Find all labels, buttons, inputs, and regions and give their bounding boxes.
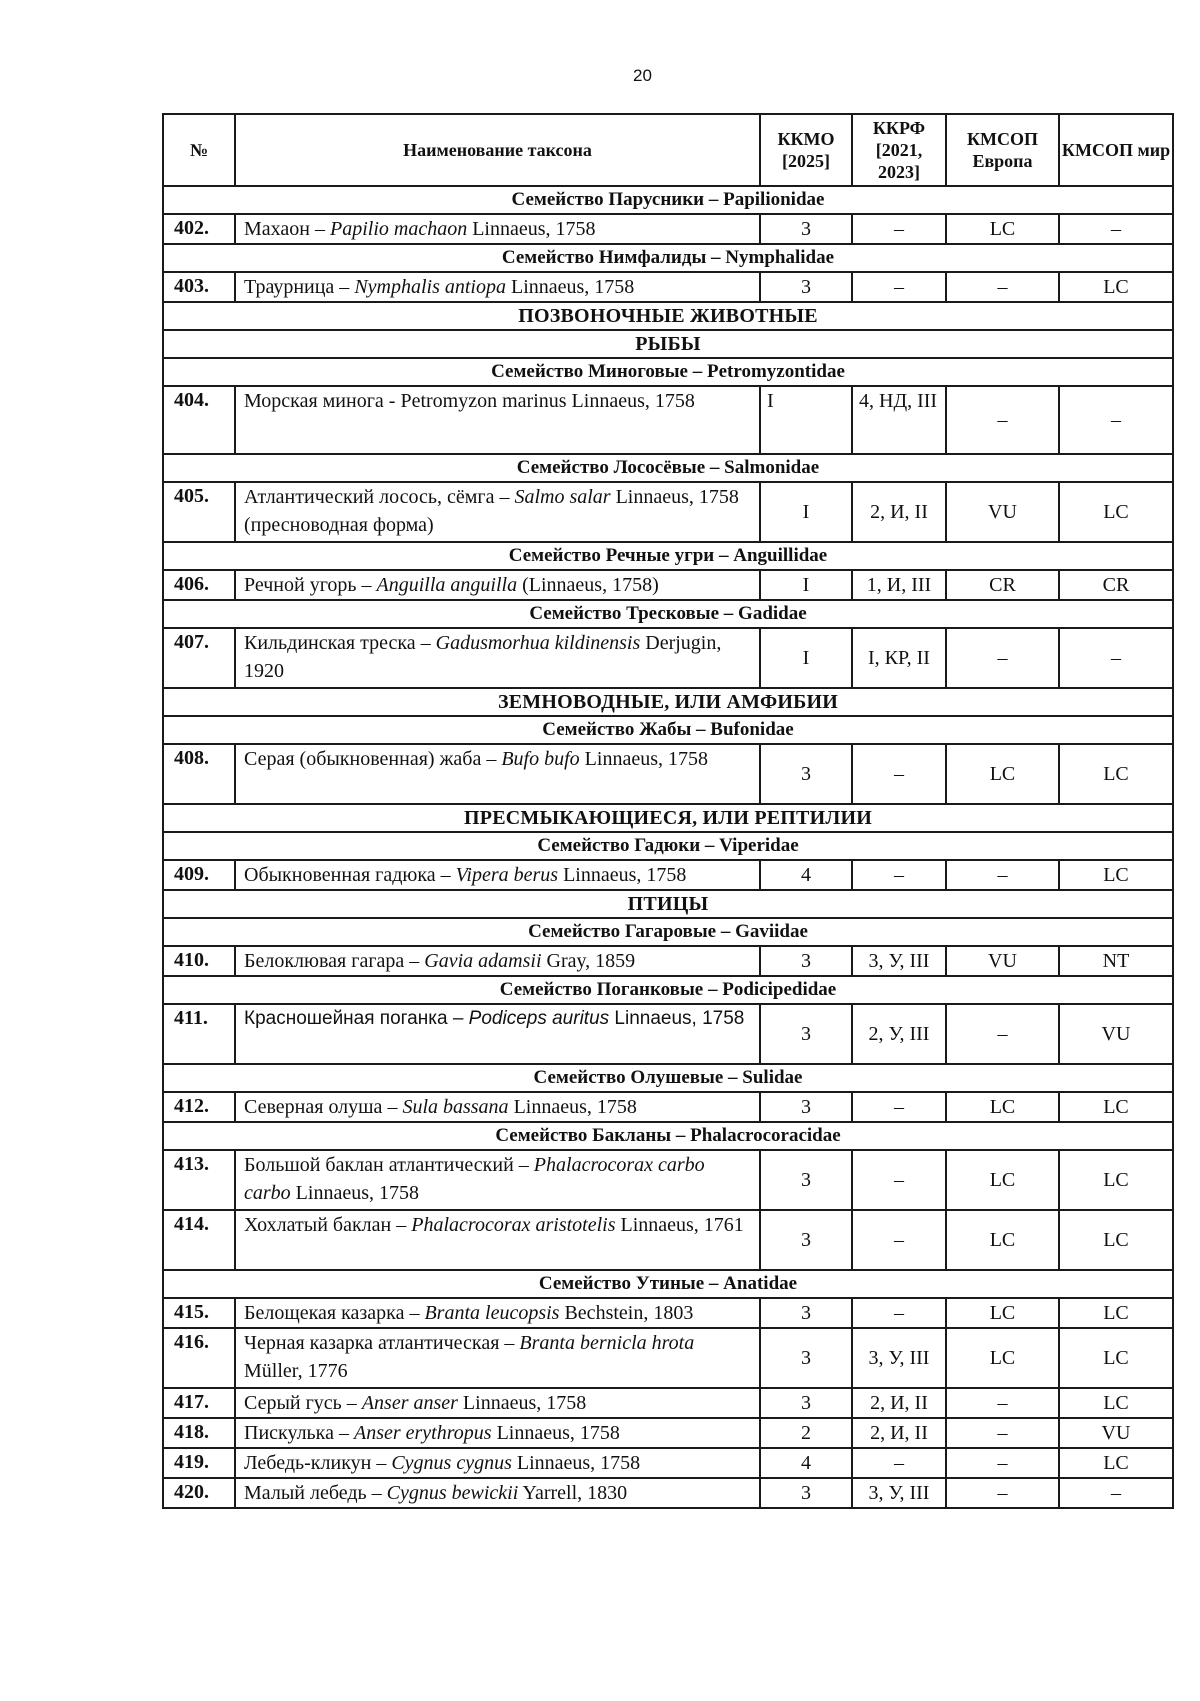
kkmo-status: 3	[760, 1298, 852, 1328]
iucn-world-status: LC	[1059, 1092, 1173, 1122]
kkmo-status: 2	[760, 1418, 852, 1448]
family-heading-row	[163, 832, 1173, 860]
family-heading-row	[163, 186, 1173, 214]
iucn-europe-status: LC	[946, 1150, 1059, 1210]
kkrf-status: –	[852, 1448, 946, 1478]
taxon-name	[235, 386, 760, 454]
row-number: 408.	[163, 744, 235, 804]
family-heading-row	[163, 600, 1173, 628]
iucn-europe-status: –	[946, 272, 1059, 302]
kkmo-status: I	[760, 628, 852, 688]
latin-name: Nymphalis antiopa	[354, 276, 506, 298]
kkmo-status: 3	[760, 214, 852, 244]
taxon-name	[235, 1092, 760, 1122]
kkmo-status: 4	[760, 1448, 852, 1478]
family-heading-row	[163, 716, 1173, 744]
common-name: Серая (обыкновенная) жаба –	[244, 748, 502, 770]
row-number: 419.	[163, 1448, 235, 1478]
kkrf-status: 2, И, II	[852, 1388, 946, 1418]
kkrf-status: –	[852, 214, 946, 244]
kkrf-status: 1, И, III	[852, 570, 946, 600]
taxon-name	[235, 946, 760, 976]
author-year: Derjugin, 1920	[244, 632, 722, 682]
taxon-name	[235, 1210, 760, 1270]
kkmo-status: 3	[760, 1388, 852, 1418]
taxon-name	[235, 1418, 760, 1448]
kkrf-status: –	[852, 1298, 946, 1328]
author-year: Linnaeus, 1758	[508, 1096, 637, 1118]
iucn-europe-status: –	[946, 1418, 1059, 1448]
iucn-europe-status: –	[946, 1004, 1059, 1064]
iucn-europe-status: –	[946, 628, 1059, 688]
table-row	[163, 1388, 1173, 1418]
common-name: Атлантический лосось, сёмга –	[244, 486, 515, 508]
group-heading: ПТИЦЫ	[163, 890, 1173, 918]
iucn-world-status: LC	[1059, 482, 1173, 542]
iucn-europe-status: –	[946, 1448, 1059, 1478]
kkrf-status: –	[852, 272, 946, 302]
table-row	[163, 628, 1173, 688]
header-iucn-world: КМСОП мир	[1059, 114, 1173, 186]
common-name: Пискулька –	[244, 1422, 354, 1444]
author-year: Yarrell, 1830	[518, 1482, 628, 1504]
kkrf-status: 2, И, II	[852, 1418, 946, 1448]
group-heading-row	[163, 804, 1173, 832]
author-year: Linnaeus, 1758	[505, 276, 635, 298]
table-row	[163, 1092, 1173, 1122]
table-header	[163, 114, 1173, 186]
family-heading-row	[163, 1064, 1173, 1092]
row-number: 407.	[163, 628, 235, 688]
family-heading-row	[163, 358, 1173, 386]
row-number: 413.	[163, 1150, 235, 1210]
kkrf-status: 3, У, III	[852, 1478, 946, 1508]
row-number: 410.	[163, 946, 235, 976]
row-number: 411.	[163, 1004, 235, 1064]
kkrf-status: 3, У, III	[852, 946, 946, 976]
author-year: Linnaeus, 1758	[609, 1008, 745, 1029]
header-kkmo: ККМО [2025]	[760, 114, 852, 186]
kkmo-status: 3	[760, 946, 852, 976]
row-number: 404.	[163, 386, 235, 454]
iucn-europe-status: LC	[946, 1298, 1059, 1328]
common-name: Махаон –	[244, 218, 330, 240]
iucn-europe-status: LC	[946, 744, 1059, 804]
row-number: 409.	[163, 860, 235, 890]
table-row	[163, 1004, 1173, 1064]
author-year: Gray, 1859	[541, 950, 636, 972]
latin-name: Gavia adamsii	[424, 950, 542, 972]
taxon-name	[235, 272, 760, 302]
row-number: 402.	[163, 214, 235, 244]
taxon-name	[235, 1298, 760, 1328]
iucn-world-status: CR	[1059, 570, 1173, 600]
latin-name: Anser anser	[361, 1392, 458, 1414]
row-number: 405.	[163, 482, 235, 542]
latin-name: Papilio machaon	[329, 218, 468, 240]
iucn-world-status: LC	[1059, 272, 1173, 302]
kkmo-status: 3	[760, 1478, 852, 1508]
iucn-world-status: NT	[1059, 946, 1173, 976]
family-heading-row	[163, 918, 1173, 946]
kkrf-status: 3, У, III	[852, 1328, 946, 1388]
taxon-name	[235, 1478, 760, 1508]
author-year: Linnaeus, 1758 (пресноводная форма)	[244, 486, 739, 536]
row-number: 403.	[163, 272, 235, 302]
group-heading-row	[163, 302, 1173, 330]
family-heading-row	[163, 976, 1173, 1004]
family-heading: Семейство Миноговые – Petromyzontidae	[163, 358, 1173, 386]
kkmo-status: I	[760, 570, 852, 600]
common-name: Траурница –	[244, 276, 355, 298]
iucn-europe-status: LC	[946, 214, 1059, 244]
group-heading: ПРЕСМЫКАЮЩИЕСЯ, ИЛИ РЕПТИЛИИ	[163, 804, 1173, 832]
group-heading-row	[163, 890, 1173, 918]
taxon-name	[235, 214, 760, 244]
table-row	[163, 1328, 1173, 1388]
group-heading: РЫБЫ	[163, 330, 1173, 358]
table-row	[163, 744, 1173, 804]
kkrf-status: 4, НД, III	[852, 386, 946, 454]
common-name: Серый гусь –	[244, 1392, 362, 1414]
kkrf-status: –	[852, 744, 946, 804]
family-heading: Семейство Утиные – Anatidae	[163, 1270, 1173, 1298]
row-number: 416.	[163, 1328, 235, 1388]
family-heading: Семейство Гадюки – Viperidae	[163, 832, 1173, 860]
family-heading: Семейство Тресковые – Gadidae	[163, 600, 1173, 628]
table-row	[163, 1478, 1173, 1508]
latin-name: Vipera berus	[455, 864, 559, 886]
family-heading: Семейство Поганковые – Podicipedidae	[163, 976, 1173, 1004]
common-name: Белоклювая гагара –	[244, 950, 425, 972]
taxon-name	[235, 628, 760, 688]
group-heading-row	[163, 688, 1173, 716]
page-number: 20	[633, 66, 652, 85]
family-heading: Семейство Олушевые – Sulidae	[163, 1064, 1173, 1092]
iucn-world-status: –	[1059, 1478, 1173, 1508]
kkrf-status: 2, И, II	[852, 482, 946, 542]
group-heading: ПОЗВОНОЧНЫЕ ЖИВОТНЫЕ	[163, 302, 1173, 330]
header-kkrf: ККРФ [2021, 2023]	[852, 114, 946, 186]
author-year: Linnaeus, 1758	[290, 1182, 419, 1204]
iucn-world-status: LC	[1059, 1328, 1173, 1388]
kkmo-status: 3	[760, 744, 852, 804]
family-heading: Семейство Лососёвые – Salmonidae	[163, 454, 1173, 482]
kkrf-status: –	[852, 860, 946, 890]
family-heading: Семейство Бакланы – Phalacrocoracidae	[163, 1122, 1173, 1150]
author-year: Linnaeus, 1758	[457, 1392, 587, 1414]
header-num: №	[163, 114, 235, 186]
iucn-world-status: LC	[1059, 860, 1173, 890]
row-number: 420.	[163, 1478, 235, 1508]
latin-name: Branta bernicla hrota	[519, 1332, 695, 1354]
latin-name: Phalacrocorax carbo carbo	[244, 1154, 705, 1204]
taxon-name	[235, 1150, 760, 1210]
table-row	[163, 482, 1173, 542]
taxon-name	[235, 1388, 760, 1418]
author-year: Linnaeus, 1758	[491, 1422, 620, 1444]
latin-name: Branta leucopsis	[424, 1302, 560, 1324]
iucn-europe-status: –	[946, 386, 1059, 454]
iucn-world-status: LC	[1059, 1388, 1173, 1418]
author-year: Linnaeus, 1758	[467, 218, 596, 240]
latin-name: Cygnus bewickii	[386, 1482, 519, 1504]
iucn-world-status: LC	[1059, 1298, 1173, 1328]
row-number: 418.	[163, 1418, 235, 1448]
row-number: 414.	[163, 1210, 235, 1270]
taxon-name	[235, 860, 760, 890]
kkmo-status: 3	[760, 1328, 852, 1388]
table-row	[163, 1298, 1173, 1328]
taxon-name	[235, 1448, 760, 1478]
header-iucn-europe: КМСОП Европа	[946, 114, 1059, 186]
author-year: Linnaeus, 1758	[579, 748, 708, 770]
latin-name: Salmo salar	[514, 486, 611, 508]
group-heading-row	[163, 330, 1173, 358]
kkmo-status: I	[760, 386, 852, 454]
common-name: Речной угорь –	[244, 574, 377, 596]
author-year: Linnaeus, 1761	[615, 1214, 744, 1236]
table-row	[163, 1150, 1173, 1210]
iucn-europe-status: –	[946, 1478, 1059, 1508]
table-row	[163, 272, 1173, 302]
family-heading-row	[163, 1270, 1173, 1298]
common-name: Черная казарка атлантическая –	[244, 1332, 520, 1354]
common-name: Малый лебедь –	[244, 1482, 387, 1504]
kkmo-status: 3	[760, 1004, 852, 1064]
iucn-europe-status: CR	[946, 570, 1059, 600]
table-row	[163, 1448, 1173, 1478]
latin-name: Anguilla anguilla	[376, 574, 518, 596]
group-heading: ЗЕМНОВОДНЫЕ, ИЛИ АМФИБИИ	[163, 688, 1173, 716]
taxa-table	[162, 113, 1174, 1509]
iucn-world-status: VU	[1059, 1418, 1173, 1448]
kkmo-status: 3	[760, 1092, 852, 1122]
family-heading-row	[163, 454, 1173, 482]
iucn-europe-status: –	[946, 1388, 1059, 1418]
kkmo-status: I	[760, 482, 852, 542]
kkmo-status: 3	[760, 272, 852, 302]
family-heading: Семейство Речные угри – Anguillidae	[163, 542, 1173, 570]
iucn-world-status: LC	[1059, 744, 1173, 804]
common-name: Красношейная поганка –	[244, 1008, 469, 1029]
iucn-europe-status: VU	[946, 482, 1059, 542]
table-row	[163, 860, 1173, 890]
author-year: Müller, 1776	[244, 1360, 348, 1382]
author-year: (Linnaeus, 1758)	[517, 574, 659, 596]
table-body	[163, 186, 1173, 1508]
table-row	[163, 1418, 1173, 1448]
common-name: Морская минога - Petromyzon marinus Linnaeus, 1758	[244, 390, 695, 412]
taxon-name	[235, 482, 760, 542]
kkmo-status: 3	[760, 1210, 852, 1270]
family-heading-row	[163, 244, 1173, 272]
kkrf-status: –	[852, 1210, 946, 1270]
table-row	[163, 386, 1173, 454]
latin-name: Anser erythropus	[353, 1422, 492, 1444]
row-number: 406.	[163, 570, 235, 600]
iucn-europe-status: LC	[946, 1092, 1059, 1122]
kkrf-status: I, КР, II	[852, 628, 946, 688]
header-name: Наименование таксона	[235, 114, 760, 186]
common-name: Кильдинская треска –	[244, 632, 436, 654]
table-row	[163, 1210, 1173, 1270]
iucn-world-status: LC	[1059, 1150, 1173, 1210]
taxon-name	[235, 1328, 760, 1388]
kkmo-status: 3	[760, 1150, 852, 1210]
row-number: 412.	[163, 1092, 235, 1122]
author-year: Linnaeus, 1758	[511, 1452, 641, 1474]
common-name: Хохлатый баклан –	[244, 1214, 412, 1236]
family-heading-row	[163, 1122, 1173, 1150]
taxon-name	[235, 570, 760, 600]
kkrf-status: –	[852, 1150, 946, 1210]
iucn-world-status: VU	[1059, 1004, 1173, 1064]
latin-name: Sula bassana	[402, 1096, 509, 1118]
author-year: Bechstein, 1803	[559, 1302, 694, 1324]
family-heading: Семейство Жабы – Bufonidae	[163, 716, 1173, 744]
kkrf-status: 2, У, III	[852, 1004, 946, 1064]
latin-name: Cygnus cygnus	[391, 1452, 512, 1474]
author-year: Linnaeus, 1758	[558, 864, 687, 886]
common-name: Большой баклан атлантический –	[244, 1154, 534, 1176]
latin-name: Phalacrocorax aristotelis	[411, 1214, 616, 1236]
iucn-europe-status: LC	[946, 1210, 1059, 1270]
iucn-europe-status: –	[946, 860, 1059, 890]
iucn-europe-status: VU	[946, 946, 1059, 976]
common-name: Белощекая казарка –	[244, 1302, 425, 1324]
row-number: 415.	[163, 1298, 235, 1328]
iucn-world-status: –	[1059, 628, 1173, 688]
iucn-world-status: –	[1059, 214, 1173, 244]
iucn-world-status: LC	[1059, 1448, 1173, 1478]
common-name: Обыкновенная гадюка –	[244, 864, 456, 886]
taxon-name	[235, 1004, 760, 1064]
family-heading-row	[163, 542, 1173, 570]
table-row	[163, 214, 1173, 244]
common-name: Северная олуша –	[244, 1096, 403, 1118]
common-name: Лебедь-кликун –	[244, 1452, 392, 1474]
table-row	[163, 946, 1173, 976]
family-heading: Семейство Парусники – Papilionidae	[163, 186, 1173, 214]
family-heading: Семейство Нимфалиды – Nymphalidae	[163, 244, 1173, 272]
family-heading: Семейство Гагаровые – Gaviidae	[163, 918, 1173, 946]
iucn-world-status: LC	[1059, 1210, 1173, 1270]
table-row	[163, 570, 1173, 600]
taxon-name	[235, 744, 760, 804]
latin-name: Gadusmorhua kildinensis	[435, 632, 641, 654]
kkmo-status: 4	[760, 860, 852, 890]
latin-name: Podiceps auritus	[468, 1008, 610, 1029]
row-number: 417.	[163, 1388, 235, 1418]
iucn-world-status: –	[1059, 386, 1173, 454]
iucn-europe-status: LC	[946, 1328, 1059, 1388]
latin-name: Bufo bufo	[501, 748, 580, 770]
kkrf-status: –	[852, 1092, 946, 1122]
